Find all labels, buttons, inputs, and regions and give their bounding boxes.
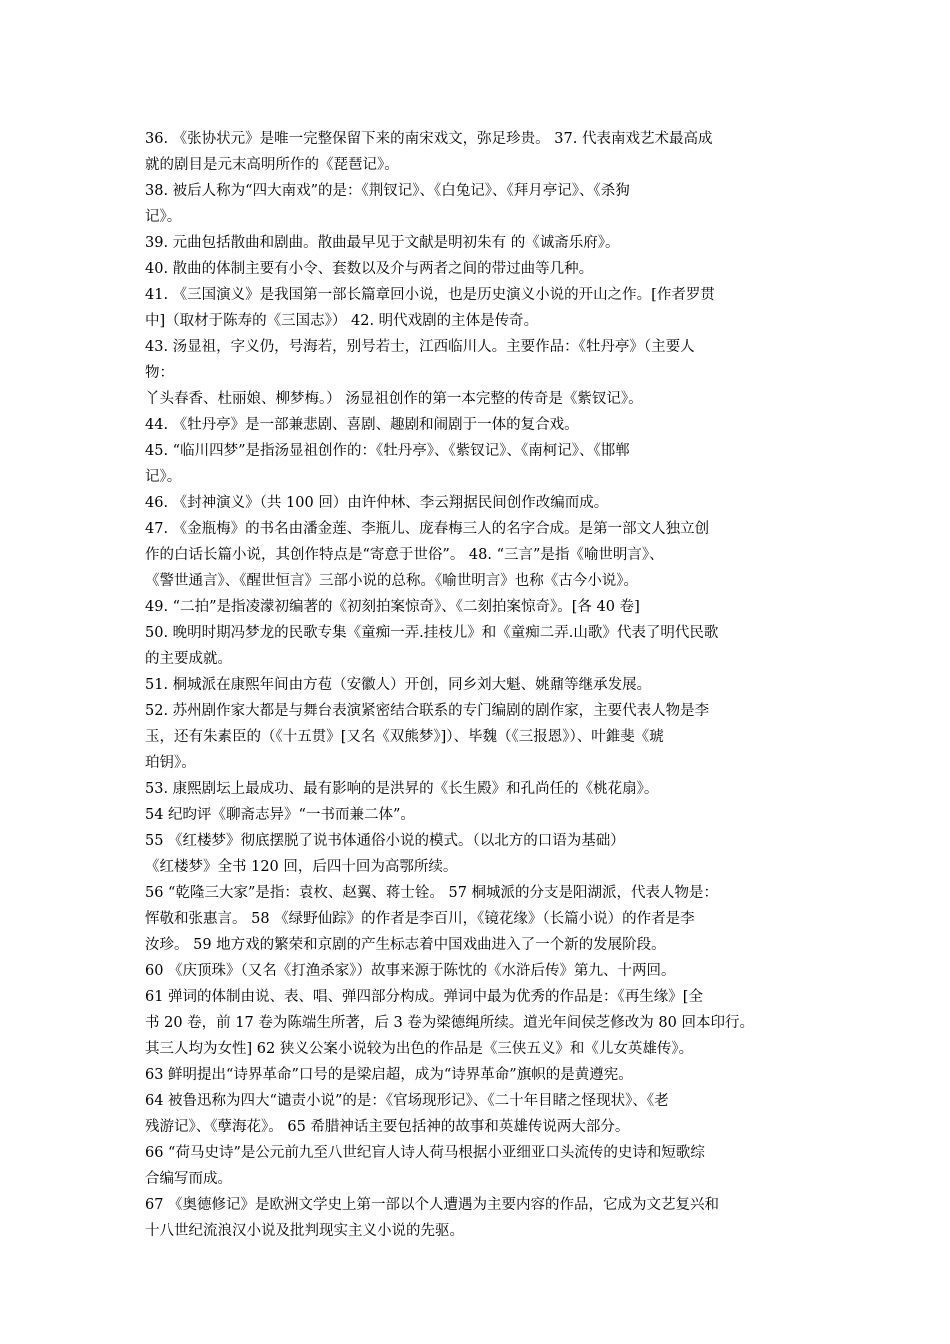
text-line: 52. 苏州剧作家大都是与舞台表演紧密结合联系的专门编剧的剧作家，主要代表人物是李 [145,703,710,719]
text-line: 39. 元曲包括散曲和剧曲。散曲最早见于文献是明初朱有 的《诚斋乐府》。 [145,235,620,251]
text-line: 十八世纪流浪汉小说及批判现实主义小说的先驱。 [145,1223,464,1239]
text-line: 53. 康熙剧坛上最成功、最有影响的是洪昇的《长生殿》和孔尚任的《桃花扇》。 [145,781,659,797]
text-line: 《警世通言》、《醒世恒言》三部小说的总称。《喻世明言》也称《古今小说》。 [145,573,638,589]
text-line: 玉，还有朱素臣的（《十五贯》[又名《双熊梦》]）、毕魏（《三报恩》）、叶錐斐《琥 [145,729,664,745]
text-line: 63 鲜明提出“诗界革命”口号的是梁启超，成为“诗界革命”旗帜的是黄遵宪。 [145,1067,633,1083]
text-line: 55 《红楼梦》彻底摆脱了说书体通俗小说的模式。（以北方的口语为基础） [145,833,625,849]
text-line: 合编写而成。 [145,1171,232,1187]
text-line: 36. 《张协状元》是唯一完整保留下来的南宋戏文，弥足珍贵。 37. 代表南戏艺术最高成 [145,131,713,147]
text-line: 就的剧目是元末高明所作的《琵琶记》。 [145,157,399,173]
text-line: 47. 《金瓶梅》的书名由潘金莲、李瓶儿、庞春梅三人的名字合成。是第一部文人独立创 [145,521,710,537]
text-line: 60 《庆顶珠》（又名《打渔杀家》）故事来源于陈忱的《水浒后传》第九、十两回。 [145,963,676,979]
text-line: 其三人均为女性] 62 狭义公案小说较为出色的作品是《三侠五义》和《儿女英雄传》。 [145,1041,694,1057]
text-line: 丫头春香、杜丽娘、柳梦梅。） 汤显祖创作的第一本完整的传奇是《紫钗记》。 [145,391,643,407]
text-line: 的主要成就。 [145,651,232,667]
text-line: 56 “乾隆三大家”是指：袁枚、赵翼、蒋士铨。 57 桐城派的分支是阳湖派，代表人物是： [145,885,719,901]
text-line: 《红楼梦》全书 120 回，后四十回为高鄂所续。 [145,859,458,875]
text-line: 43. 汤显祖，字义仍，号海若，别号若士，江西临川人。主要作品：《牡丹亭》（主要人 [145,339,695,355]
text-line: 作的白话长篇小说，其创作特点是“寄意于世俗”。 48. “三言”是指《喻世明言》、 [145,547,664,563]
text-line: 记》。 [145,209,182,225]
text-line: 物： [145,365,174,381]
document-body [145,126,820,1244]
text-line: 残游记》、《孽海花》。 65 希腊神话主要包括神的故事和英雄传说两大部分。 [145,1119,630,1135]
text-line: 44. 《牡丹亭》是一部兼悲剧、喜剧、趣剧和闹剧于一体的复合戏。 [145,417,579,433]
text-line: 书 20 卷，前 17 卷为陈端生所著，后 3 卷为梁德绳所续。道光年间侯芝修改为 80 回本印行。 [145,1015,754,1031]
text-line: 中]（取材于陈寿的《三国志》） 42. 明代戏剧的主体是传奇。 [145,313,539,329]
text-line: 51. 桐城派在康熙年间由方苞（安徽人）开创，同乡刘大魁、姚鼐等继承发展。 [145,677,652,693]
text-line: 38. 被后人称为“四大南戏”的是：《荆钗记》、《白兔记》、《拜月亭记》、《杀狗 [145,183,630,199]
text-line: 67 《奥德修记》是欧洲文学史上第一部以个人遭遇为主要内容的作品，它成为文艺复兴和 [145,1197,720,1213]
text-line: 40. 散曲的体制主要有小令、套数以及介与两者之间的带过曲等几种。 [145,261,594,277]
text-line: 54 纪昀评《聊斋志异》“一书而兼二体”。 [145,807,415,823]
text-line: 49. “二拍”是指凌濛初编著的《初刻拍案惊奇》、《二刻拍案惊奇》。[各 40 卷] [145,599,640,615]
text-line: 41. 《三国演义》是我国第一部长篇章回小说，也是历史演义小说的开山之作。[作者罗贯 [145,287,715,303]
text-line: 汝珍。 59 地方戏的繁荣和京剧的产生标志着中国戏曲进入了一个新的发展阶段。 [145,937,666,953]
text-line: 珀钥》。 [145,755,196,771]
text-line: 64 被鲁迅称为四大“谴责小说”的是：《官场现形记》、《二十年目睹之怪现状》、《老 [145,1093,669,1109]
text-line: 恽敬和张惠言。 58 《绿野仙踪》的作者是李百川，《镜花缘》（长篇小说）的作者是李 [145,911,695,927]
text-line: 50. 晚明时期冯梦龙的民歌专集《童痴一弄.挂枝儿》和《童痴二弄.山歌》代表了明代民歌 [145,625,719,641]
text-line: 66 “荷马史诗”是公元前九至八世纪盲人诗人荷马根据小亚细亚口头流传的史诗和短歌综 [145,1145,705,1161]
text-line: 记》。 [145,469,182,485]
text-line: 46. 《封神演义》（共 100 回）由许仲林、李云翔据民间创作改编而成。 [145,495,609,511]
text-line: 61 弹词的体制由说、表、唱、弹四部分构成。弹词中最为优秀的作品是：《再生缘》[全 [145,989,703,1005]
text-line: 45. “临川四梦”是指汤显祖创作的：《牡丹亭》、《紫钗记》、《南柯记》、《邯郸 [145,443,630,459]
